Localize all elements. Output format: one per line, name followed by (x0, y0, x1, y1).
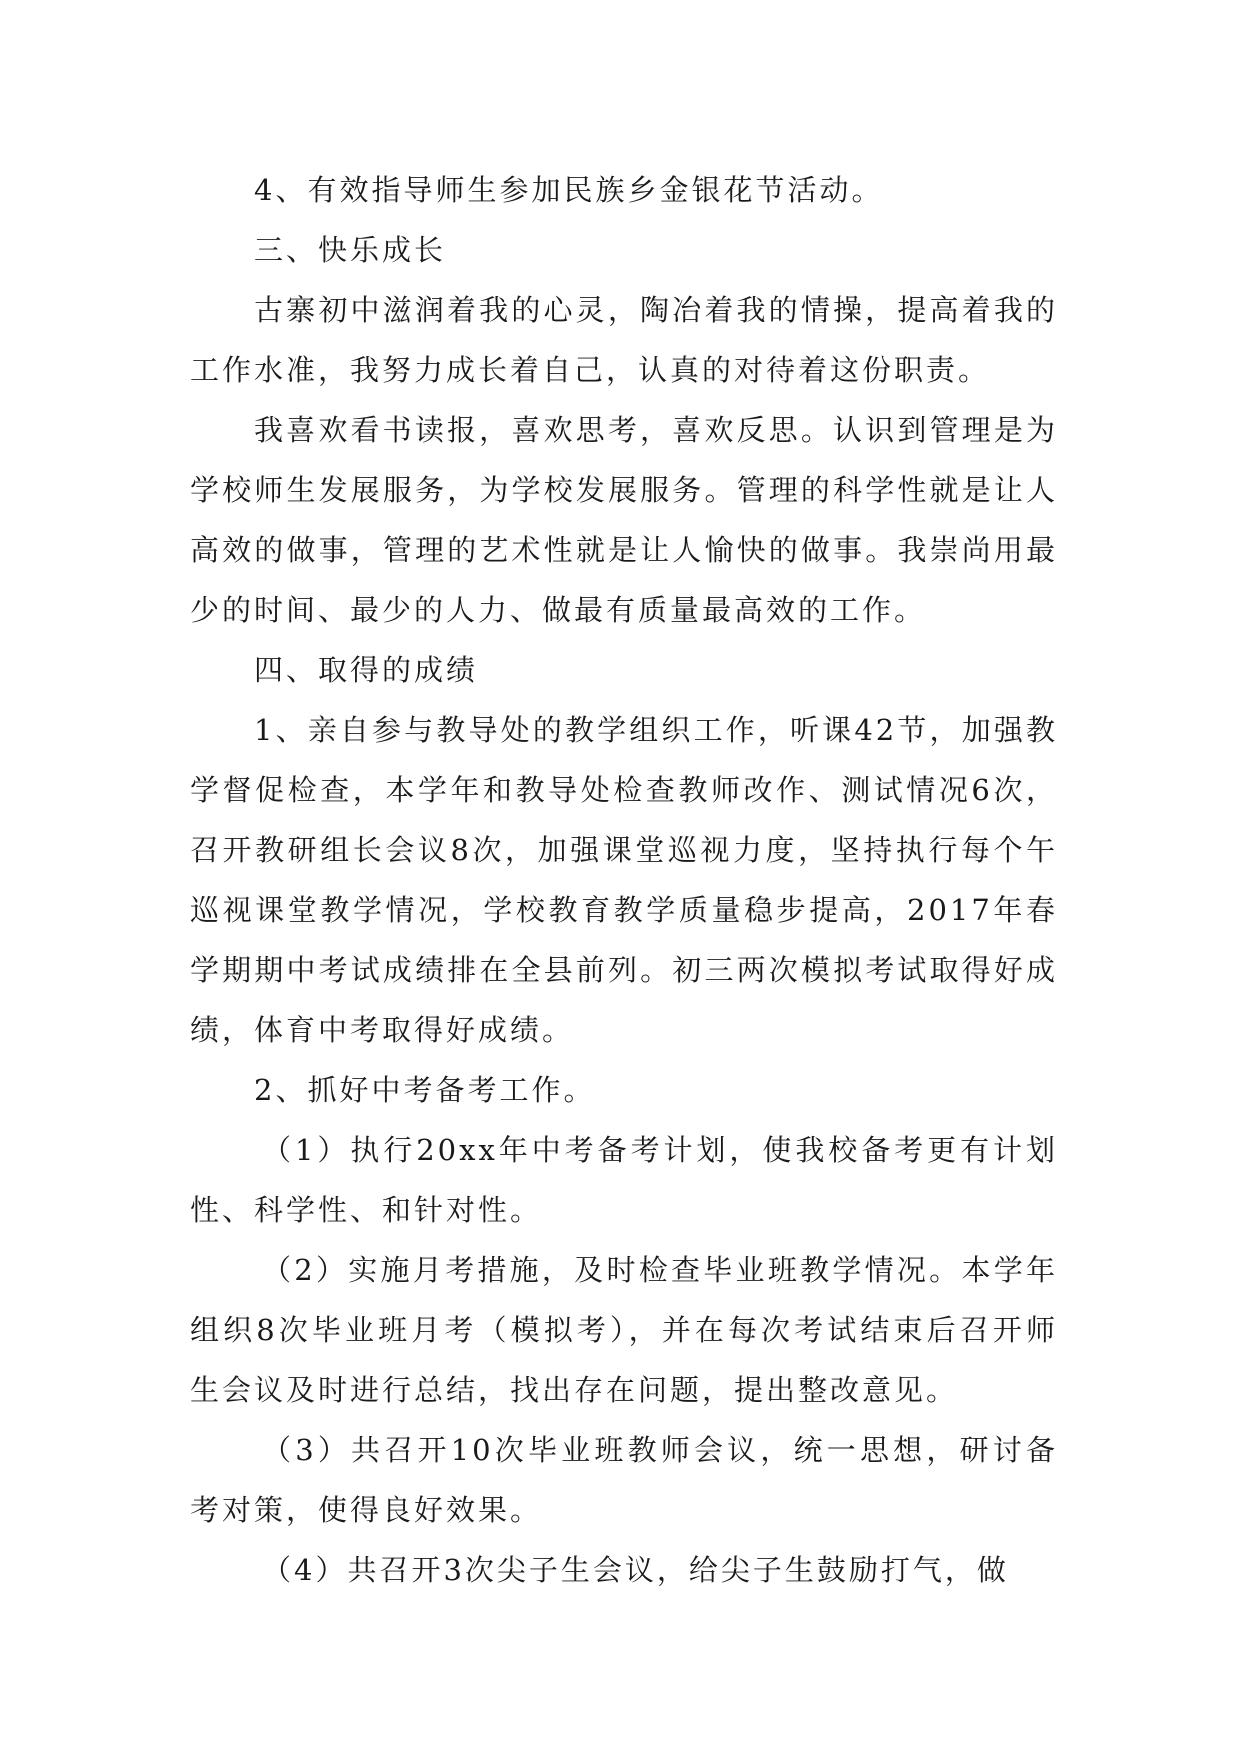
paragraph-item-4: （4）共召开3次尖子生会议，给尖子生鼓励打气，做 (262, 1553, 1009, 1587)
paragraph-exam-preparation: 2、抓好中考备考工作。 (254, 1073, 596, 1107)
paragraph-item-3: （3）共召开10次毕业班教师会议，统一思想，研讨备考对策，使得良好效果。 (190, 1433, 1058, 1527)
paragraph-school-nurture: 古寨初中滋润着我的心灵，陶冶着我的情操，提高着我的工作水准，我努力成长着自己，认真的对待着这份职责。 (190, 293, 1058, 387)
document-body (190, 160, 1058, 1600)
paragraph-teaching-organization: 1、亲自参与教导处的教学组织工作，听课42节，加强教学督促检查，本学年和教导处检查教师改作、测试情况6次，召开教研组长会议8次，加强课堂巡视力度，坚持执行每个午巡视课堂教学情况，学校教育教学质量稳步提高，2017年春学期期中考试成绩排在全县前列。初三两次模拟考试取得好成绩，体育中考取得好成绩。 (190, 713, 1058, 1047)
paragraph-goldflower-festival: 4、有效指导师生参加民族乡金银花节活动。 (254, 173, 884, 207)
paragraph-item-1: （1）执行20xx年中考备考计划，使我校备考更有计划性、科学性、和针对性。 (190, 1133, 1058, 1227)
paragraph-reading-reflection: 我喜欢看书读报，喜欢思考，喜欢反思。认识到管理是为学校师生发展服务，为学校发展服务。管理的科学性就是让人高效的做事，管理的艺术性就是让人愉快的做事。我崇尚用最少的时间、最少的人力、做最有质量最高效的工作。 (190, 413, 1058, 627)
section-heading-happy-growth: 三、快乐成长 (254, 233, 447, 267)
section-heading-achievements: 四、取得的成绩 (254, 653, 479, 687)
paragraph-item-2: （2）实施月考措施，及时检查毕业班教学情况。本学年组织8次毕业班月考（模拟考），并在每次考试结束后召开师生会议及时进行总结，找出存在问题，提出整改意见。 (190, 1253, 1058, 1407)
